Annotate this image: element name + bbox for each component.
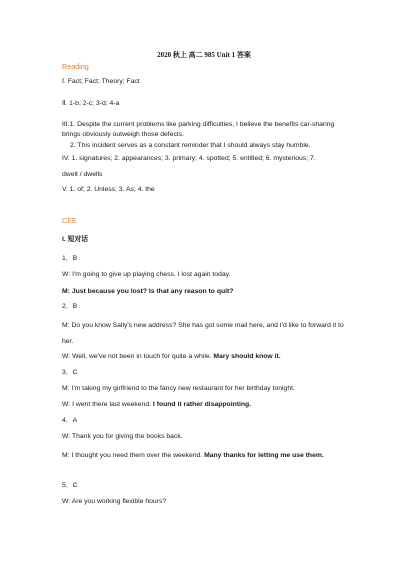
cee-heading: CEE — [62, 216, 77, 225]
reading-heading: Reading — [62, 62, 89, 71]
q4-man-line — [62, 448, 352, 464]
q2-man-line: M: Do you know Sally's new address? She has got some mail here, and I'd like to forward it to her. — [62, 322, 344, 345]
q5-number: 5．C — [62, 482, 78, 489]
q4-man-plain: M: I thought you need them over the weekend. — [62, 452, 205, 459]
q3-woman-plain: W: I went there last weekend. — [62, 401, 153, 408]
q3-woman-line — [62, 400, 251, 409]
reading-v: V. 1. of; 2. Unless; 3. As; 4. the — [62, 186, 155, 193]
q1-woman-line: W: I'm going to give up playing chess. I lost again today. — [62, 271, 231, 278]
q2-woman-bold: Mary should know it. — [213, 353, 281, 360]
reading-iv-1: IV. 1. signatures; 2. appearances; 3. primary; 4. spotted; 5. entitled; 6. mysterious; 7. — [62, 155, 316, 162]
reading-iii-1: III.1. Despite the current problems like parking difficulties, I believe the benefits car-sharing brings obviously outweigh those defects. — [62, 121, 335, 138]
q4-number: 4．A — [62, 417, 78, 424]
q3-woman-bold: I found it rather disappointing. — [152, 401, 252, 408]
q2-number: 2．B — [62, 303, 78, 310]
q1-man-line: M: Just because you lost? Is that any reason to quit? — [62, 288, 234, 295]
reading-iii-2: 2. This incident serves as a constant reminder that I should always stay humble. — [70, 142, 311, 149]
reading-ii: Ⅱ. 1-b; 2-c; 3-d; 4-a — [62, 100, 120, 107]
reading-iv-2: dwelt / dwells — [62, 171, 103, 178]
q3-number: 3．C — [62, 369, 78, 376]
q4-woman-line: W: Thank you for giving the books back. — [62, 433, 183, 440]
q2-woman-line — [62, 352, 281, 361]
q4-man-bold: Many thanks for letting me use them. — [204, 452, 324, 459]
q5-woman-line: W: Are you working flexible hours? — [62, 498, 167, 505]
reading-i: Ⅰ. Fact; Fact; Theory; Fact — [62, 78, 140, 85]
page-title: 2020 秋上 高二 985 Unit 1 答案 — [157, 51, 251, 59]
cee-part-heading: I. 短对话 — [62, 236, 89, 243]
q2-woman-plain: W: Well, we've not been in touch for quite a while. — [62, 353, 214, 360]
q1-number: 1．B — [62, 255, 78, 262]
q3-man-line: M: I'm taking my girlfriend to the fancy new restaurant for her birthday tonight. — [62, 385, 295, 392]
